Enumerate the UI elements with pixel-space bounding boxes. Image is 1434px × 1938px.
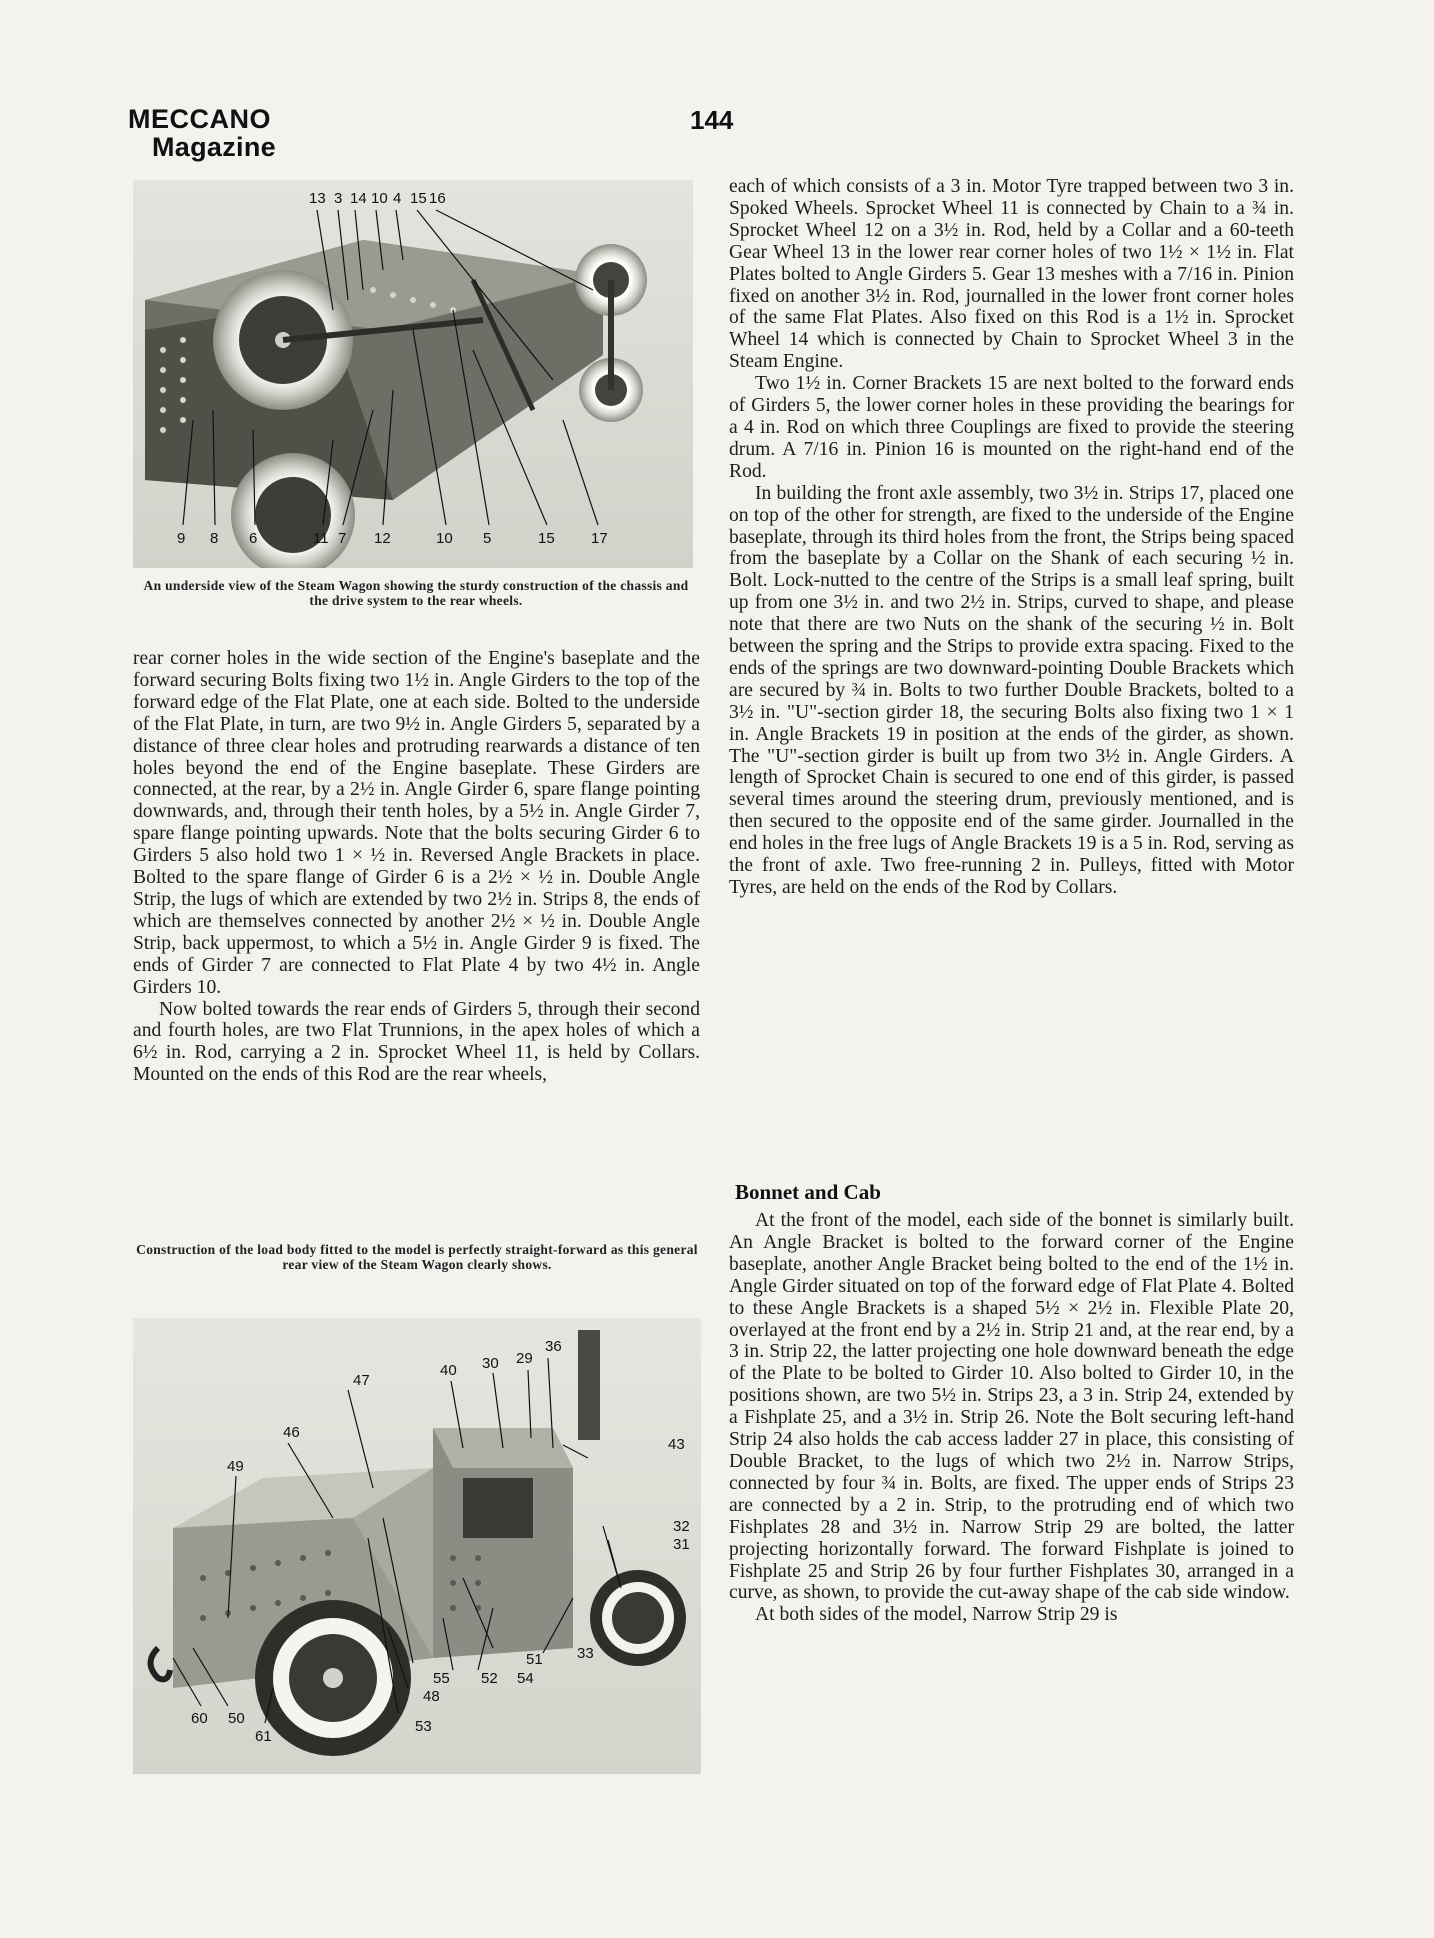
callout-15-top: 15 [410,190,427,207]
callout-11: 11 [313,530,329,547]
callout-6: 6 [249,530,258,547]
left-paragraph-1: rear corner holes in the wide section of the Engine's baseplate and the forward securing Bolts fixing two 1½ in. Angle Girders to the top of the forward edge of the Flat Plate, one at each side. Bolted to the underside of the Flat Plate, in turn, are two 9½ in. Angle Girders 5, separated by a distance of three clear holes and protruding rearwards a distance of ten holes beyond the end of the Engine baseplate. These Girders are connected, at the rear, by a 2½ in. Angle Girder 6, spare flange pointing downwards, and, through their tenth holes, by a 5½ in. Angle Girder 7, spare flange pointing upwards. Note that the bolts securing Girder 6 to Girders 5 also hold two 1 × ½ in. Reversed Angle Brackets in place. Bolted to the spare flange of Girder 6 is a 2½ × ½ in. Double Angle Strip, the lugs of which are extended by two 2½ in. Strips 8, the ends of which are themselves connected by another 2½ × ½ in. Double Angle Strip, back uppermost, to which a 5½ in. Angle Girder 9 is fixed. The ends of Girder 7 are connected to Flat Plate 4 by two 4½ in. Angle Girders 10. [133,648,700,998]
page-number: 144 [690,105,734,135]
callout-8: 8 [210,530,219,547]
right-column [729,176,1294,899]
underside-photo [133,180,693,568]
callout-12: 12 [374,530,391,547]
right-column-section [729,1210,1294,1626]
callout-14: 14 [350,190,367,207]
rear-view-photo [133,1318,701,1774]
callout-17: 17 [591,530,608,547]
callout-10-top: 10 [371,190,388,207]
underside-caption: An underside view of the Steam Wagon showing the sturdy construction of the chassis and the drive system to the rear wheels. [143,578,689,608]
callout-36: 36 [545,1338,562,1355]
callout-48: 48 [423,1688,440,1705]
rear-view-photo-illustration [133,1318,701,1774]
callout-7: 7 [338,530,347,547]
section-paragraph-1: At the front of the model, each side of the bonnet is similarly built. An Angle Bracket is bolted to the forward corner of the Engine baseplate, another Angle Bracket being bolted to the end of the 1½ in. Angle Girder situated on top of the forward edge of Flat Plate 4. Bolted to these Angle Brackets is a shaped 5½ × 2½ in. Flexible Plate 20, overlayed at the front end by a 2½ in. Strip 21 and, at the rear end, by a 3 in. Strip 22, the latter projecting one hole downward beneath the edge of the Plate to be bolted to Girder 10. Also bolted to Girder 10, in the positions shown, are two 5½ in. Strips 23, a 3 in. Strip 24, extended by a Fishplate 25, and a 3½ in. Strip 26. Note the Bolt securing left-hand Strip 24 also holds the cab access ladder 27 in place, this consisting of Double Bracket, to the lugs of which two 2½ in. Narrow Strips, connected by four ¾ in. Bolts, are fixed. The upper ends of Strips 23 are connected by a 2 in. Strip, to the protruding end of which two Fishplates 28 and 3½ in. Narrow Strip 29 are bolted, the latter projecting horizontally forward. The forward Fishplate is joined to Fishplate 25 and Strip 26 by four further Fishplates 30, arranged in a curve, as shown, to provide the cut-away shape of the cab side window. [729,1210,1294,1604]
section-heading: Bonnet and Cab [735,1180,881,1204]
callout-53: 53 [415,1718,432,1735]
callout-43: 43 [668,1436,685,1453]
callout-50: 50 [228,1710,245,1727]
callout-13: 13 [309,190,326,207]
callout-30: 30 [482,1355,499,1372]
callout-49: 49 [227,1458,244,1475]
masthead [128,105,276,161]
callout-47: 47 [353,1372,370,1389]
callout-54: 54 [517,1670,534,1687]
callout-52: 52 [481,1670,498,1687]
masthead-title: MECCANO [128,104,271,134]
callout-55: 55 [433,1670,450,1687]
left-paragraph-2: Now bolted towards the rear ends of Girders 5, through their second and fourth holes, are two Flat Trunnions, in the apex holes of which a 6½ in. Rod, carrying a 2 in. Sprocket Wheel 11, is held by Collars. Mounted on the ends of this Rod are the rear wheels, [133,998,700,1086]
callout-51: 51 [526,1651,543,1668]
callout-16: 16 [429,190,446,207]
right-paragraph-3: In building the front axle assembly, two 3½ in. Strips 17, placed one on top of the other for strength, are fixed to the underside of the Engine baseplate, through its third holes from the front, the Strips being spaced from the baseplate by a Collar on the Shank of each securing ½ in. Bolt. Lock-nutted to the centre of the Strips is a small leaf spring, built up from one 3½ in. and two 2½ in. Strips, curved to shape, and please note that there are two Nuts on the shank of the securing ½ in. Bolt between the spring and the Strips to provide extra spacing. Fixed to the ends of the springs are two downward-pointing Double Brackets which are secured by ¾ in. Bolts to two further Double Brackets, bolted to a 3½ in. "U"-section girder 18, the securing Bolts also fixing two 1 × 1 in. Angle Brackets 19 in position at the ends of the girder, as shown. The "U"-section girder is built up from two 3½ in. Angle Girders. A length of Sprocket Chain is secured to one end of this girder, is passed several times around the steering drum, previously mentioned, and is then secured to the opposite end of the same girder. Journalled in the end holes in the free lugs of Angle Brackets 19 is a 5 in. Rod, serving as the front of axle. Two free-running 2 in. Pulleys, fitted with Motor Tyres, are held on the ends of the Rod by Collars. [729,482,1294,898]
callout-29: 29 [516,1350,533,1367]
callout-9: 9 [177,530,186,547]
callout-4: 4 [393,190,402,207]
callout-15-bottom: 15 [538,530,555,547]
callout-5: 5 [483,530,492,547]
rear-view-caption: Construction of the load body fitted to the model is perfectly straight-forward as this general rear view of the Steam Wagon clearly shows. [136,1242,698,1272]
underside-photo-illustration [133,180,693,568]
callout-60: 60 [191,1710,208,1727]
left-column [133,648,700,1086]
callout-10-bottom: 10 [436,530,453,547]
right-paragraph-2: Two 1½ in. Corner Brackets 15 are next bolted to the forward ends of Girders 5, the lower corner holes in these providing the bearings for a 4 in. Rod on which three Couplings are fixed to provide the steering drum. A 7/16 in. Pinion 16 is mounted on the right-hand end of the Rod. [729,373,1294,482]
callout-32: 32 [673,1518,690,1535]
section-paragraph-2: At both sides of the model, Narrow Strip 29 is [755,1604,1118,1626]
callout-46: 46 [283,1424,300,1441]
callout-31: 31 [673,1536,690,1553]
callout-3: 3 [334,190,343,207]
callout-40: 40 [440,1362,457,1379]
callout-33: 33 [577,1645,594,1662]
callout-61: 61 [255,1728,272,1745]
masthead-subtitle: Magazine [152,132,276,162]
right-paragraph-1: each of which consists of a 3 in. Motor Tyre trapped between two 3 in. Spoked Wheels. Sprocket Wheel 11 is connected by Chain to a ¾ in. Sprocket Wheel 12 on a 3½ in. Rod, held by a Collar and a 60-teeth Gear Wheel 13 in the lower rear corner holes of two 1½ × 1½ in. Flat Plates bolted to Angle Girders 5. Gear 13 meshes with a 7/16 in. Pinion fixed on another 3½ in. Rod, journalled in the lower front corner holes of the same Flat Plates. Also fixed on this Rod is a 1½ in. Sprocket Wheel 14 which is connected by Chain to Sprocket Wheel 3 in the Steam Engine. [729,176,1294,373]
